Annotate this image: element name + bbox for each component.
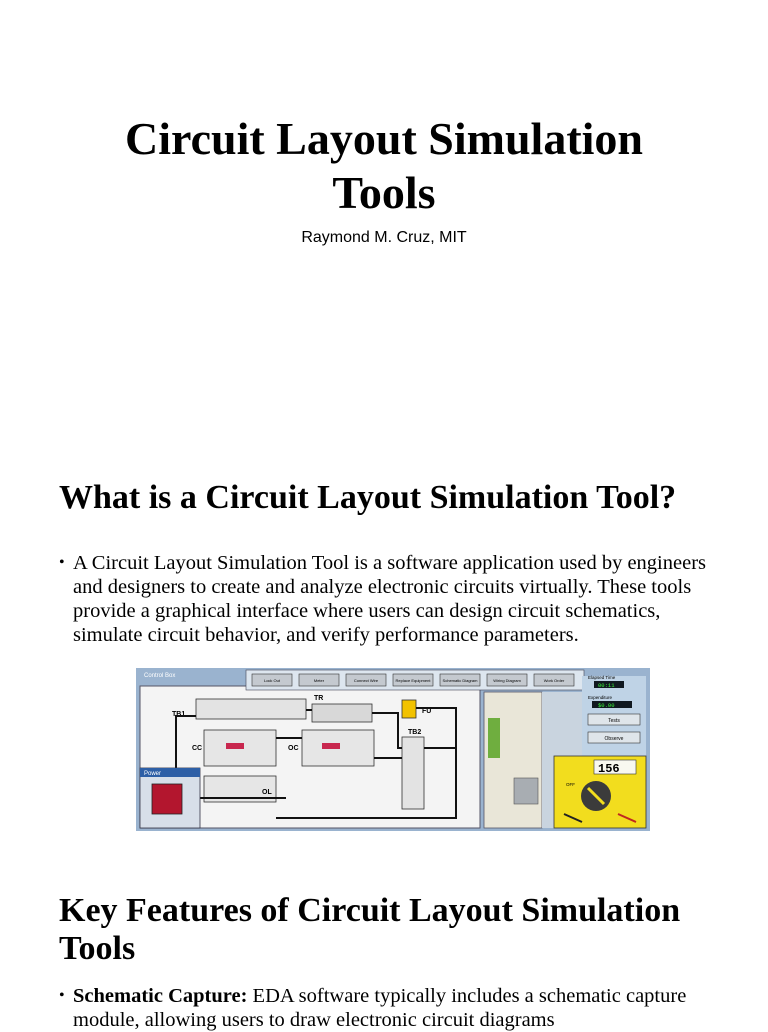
meter-reading: 156: [598, 762, 620, 776]
expenditure-value: $0.00: [598, 702, 615, 709]
contactor-oc-indicator: [322, 743, 340, 749]
side-button-label: Tests: [608, 718, 620, 724]
toolbar-button-label: Replace Equipment: [395, 678, 431, 683]
toolbar-button[interactable]: [299, 674, 339, 686]
toolbar-button[interactable]: [487, 674, 527, 686]
bullet-definition: [59, 551, 709, 647]
motor: [514, 778, 538, 804]
bullet-dot: •: [59, 554, 65, 571]
elapsed-time-label: Elapsed Time: [588, 675, 616, 680]
side-button[interactable]: [588, 732, 640, 743]
expenditure-label: Expenditure: [588, 695, 613, 700]
toolbar-button-label: Meter: [313, 678, 325, 683]
tb1-label: TB1: [172, 711, 186, 718]
bullet-text: A Circuit Layout Simulation Tool is a software application used by engineers and designers to create and analyze electronic circuits virtually. These tools provide a graphical interface where users can design circuit schematics, simulate circuit behavior, and verify performance parameters.: [73, 552, 706, 646]
section-heading: What is a Circuit Layout Simulation Tool?: [59, 479, 677, 516]
control-box-title: Control Box: [144, 673, 176, 679]
toolbar-button-label: Work Order: [543, 678, 565, 683]
bullet-label: Schematic Capture:: [73, 985, 248, 1007]
key-features-heading: [59, 892, 759, 968]
toolbar-button[interactable]: [393, 674, 433, 686]
toolbar-button[interactable]: [534, 674, 574, 686]
toolbar-button[interactable]: [346, 674, 386, 686]
author-name: Raymond M. Cruz, MIT: [301, 229, 467, 246]
cc-label: CC: [192, 745, 203, 752]
ol-label: OL: [262, 789, 272, 796]
circuit-simulator-image: [136, 668, 650, 831]
toolbar-button-label: Schematic Diagram: [442, 678, 478, 683]
side-button-label: Observe: [604, 736, 624, 742]
toolbar-button[interactable]: [440, 674, 480, 686]
transformer: [312, 704, 372, 722]
title-line-1: Circuit Layout Simulation: [125, 113, 643, 164]
bullet-text: [73, 984, 709, 1032]
toolbar-button-label: Connect Wire: [353, 678, 379, 683]
tr-label: TR: [314, 695, 324, 702]
toolbar-button[interactable]: [252, 674, 292, 686]
fu-label: FU: [422, 708, 432, 715]
toolbar-button-label: Wiring Diagram: [493, 678, 521, 683]
bullet-dot: •: [59, 987, 65, 1004]
power-lockout: [152, 784, 182, 814]
key-features-heading-line-2: Tools: [59, 930, 136, 967]
key-features-heading-line-1: Key Features of Circuit Layout Simulation: [59, 892, 681, 929]
power-title: Power: [144, 771, 162, 777]
slide-title: [0, 112, 768, 220]
title-line-2: Tools: [332, 167, 436, 218]
bullet-body: EDA software typically includes a schematic capture module, allowing users to draw electronic circuit diagrams: [73, 985, 687, 1031]
side-button[interactable]: [588, 714, 640, 725]
contactor-cc-indicator: [226, 743, 244, 749]
fuse: [402, 700, 416, 718]
toolbar-button-label: Lock Out: [263, 678, 281, 683]
terminal-block-2: [402, 737, 424, 809]
elapsed-time-value: 00:11: [598, 682, 615, 689]
meter-off-label: OFF: [566, 782, 575, 787]
room-scene: [484, 692, 542, 828]
doorway-view: [488, 718, 500, 758]
tb2-label: TB2: [408, 729, 422, 736]
bullet-schematic-capture: [59, 984, 709, 1032]
terminal-block-1: [196, 699, 306, 719]
oc-label: OC: [288, 745, 299, 752]
